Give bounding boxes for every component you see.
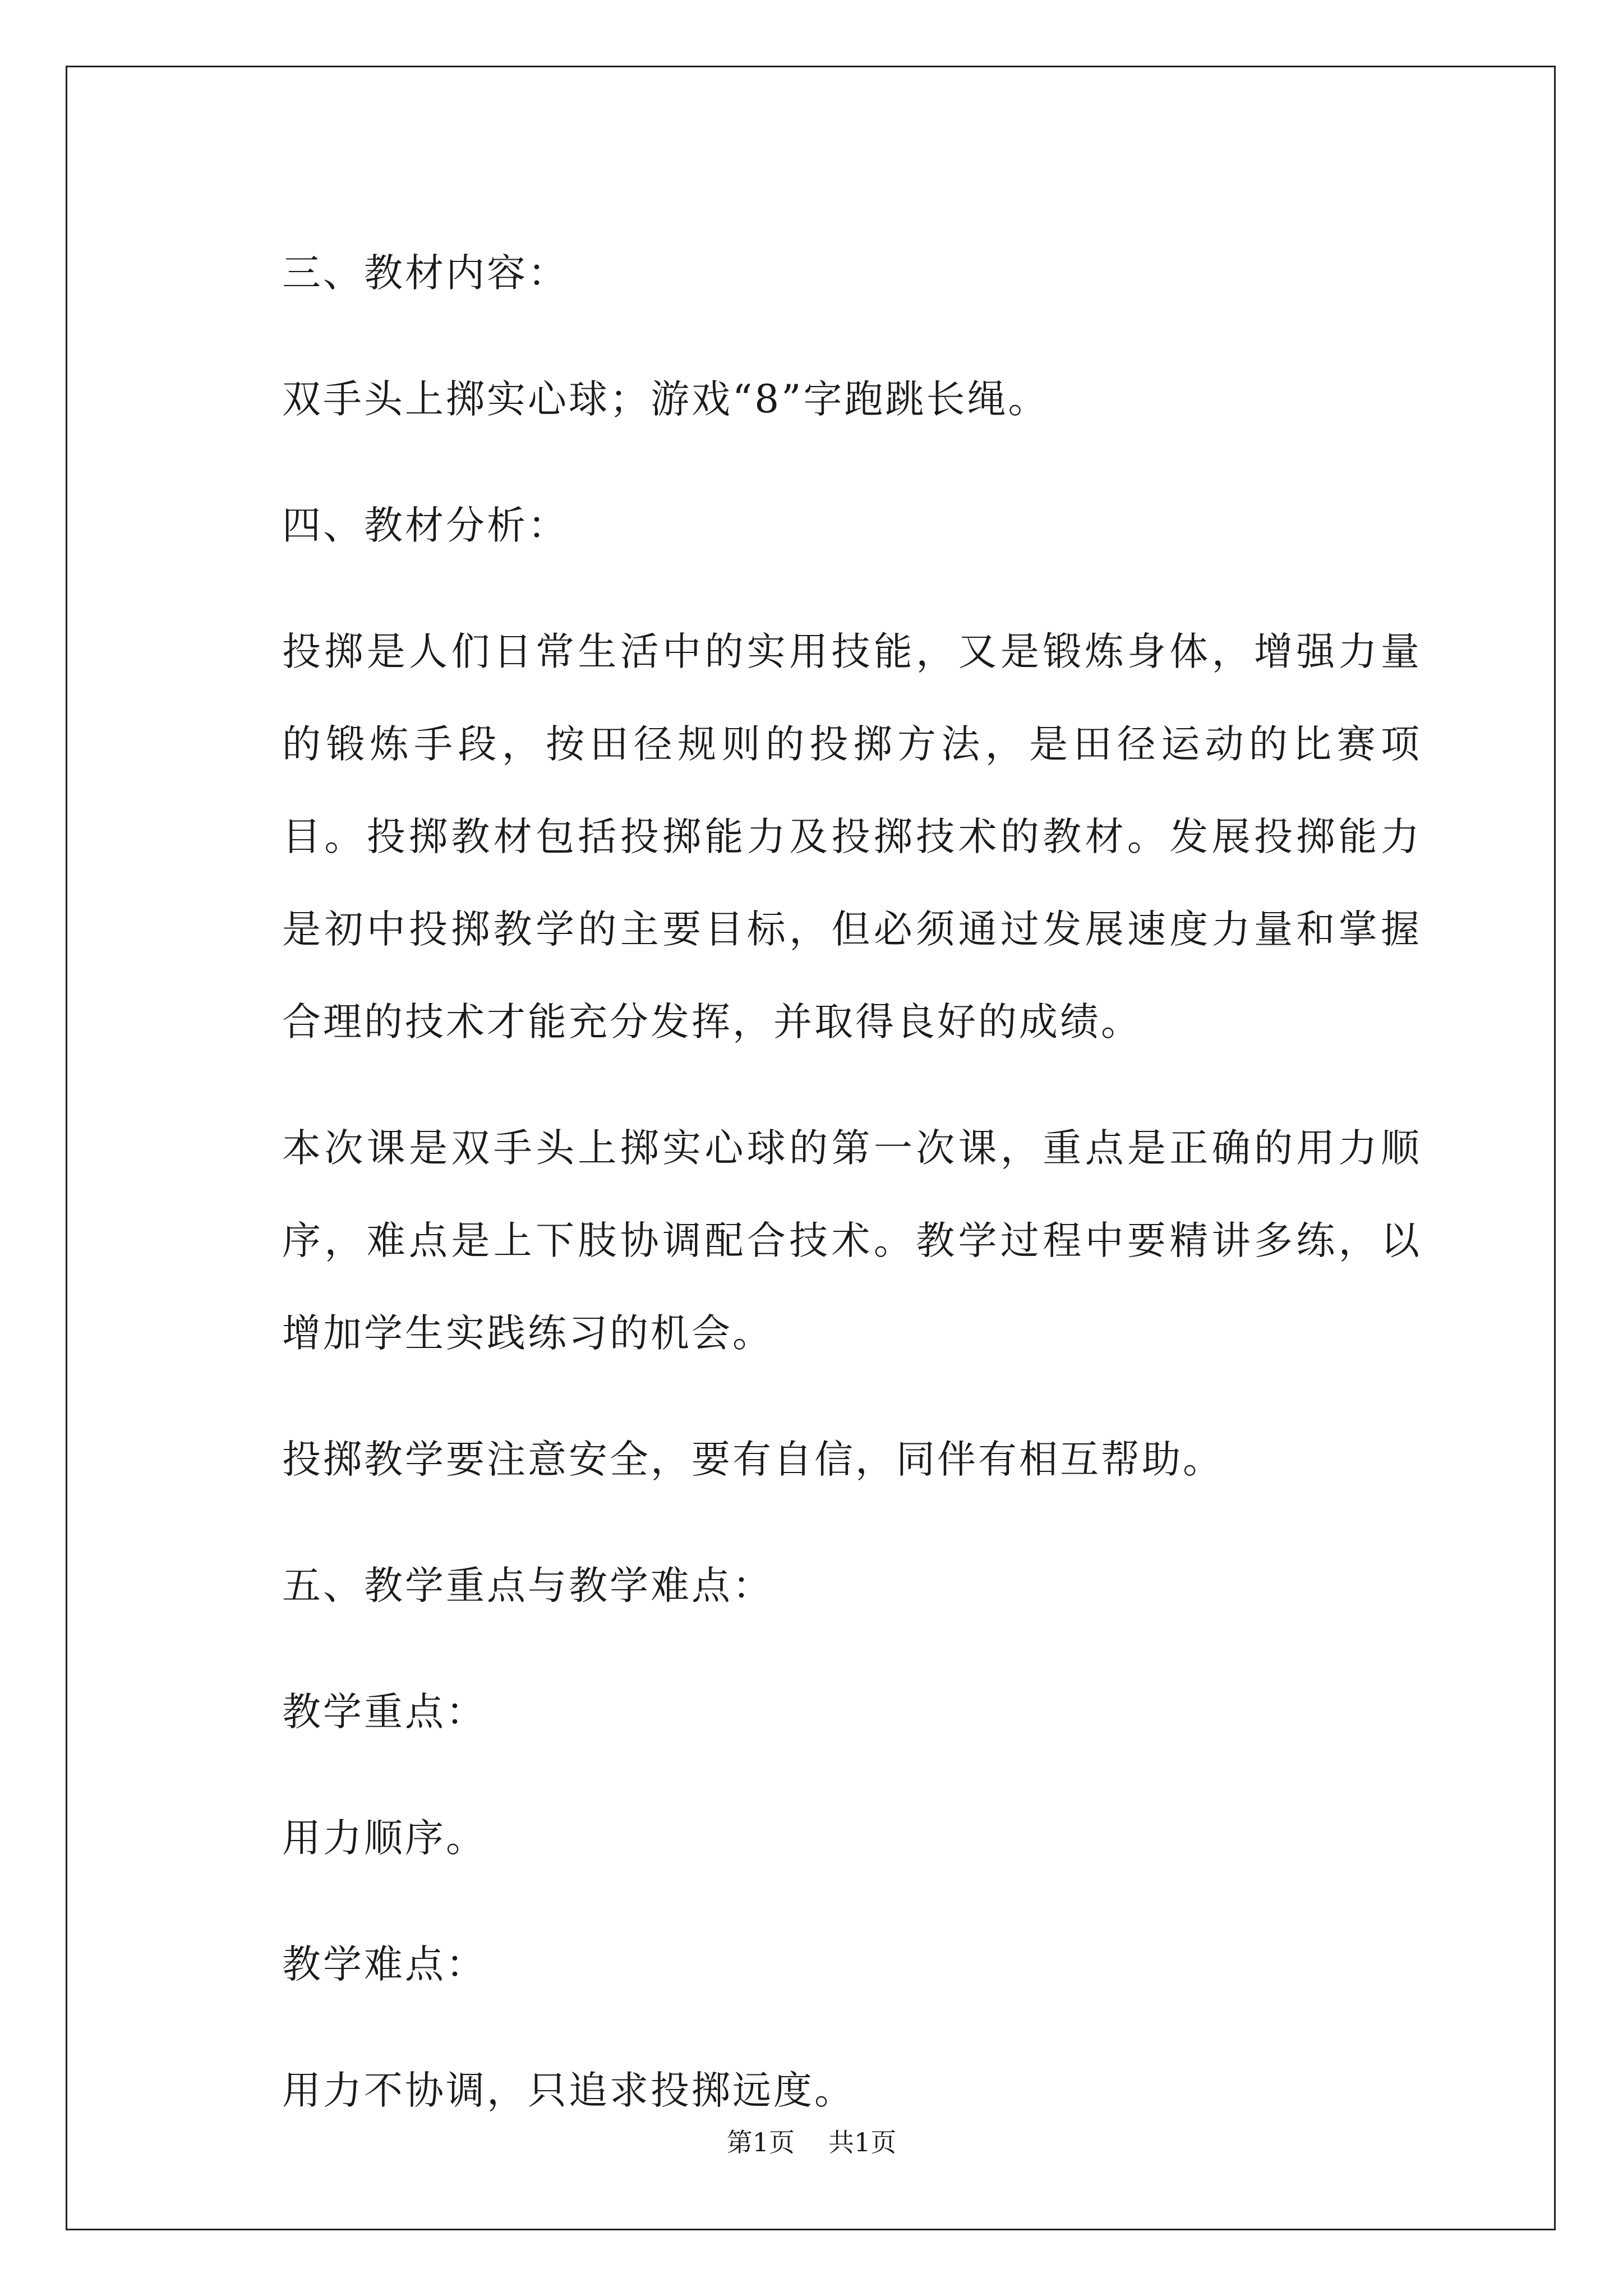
document-body <box>199 227 1422 2171</box>
section-heading-5: 五、教学重点与教学难点： <box>282 1563 773 1608</box>
section-heading-3: 三、教材内容： <box>282 251 569 296</box>
page-number-total: 共1页 <box>828 2127 897 2157</box>
page-footer <box>0 2128 1623 2156</box>
paragraph-difficulty: 用力不协调，只追求投掷远度。 <box>282 2068 855 2113</box>
subheading-key-point: 教学重点： <box>282 1690 487 1734</box>
paragraph-analysis-1: 投掷是人们日常生活中的实用技能，又是锻炼身体，增强力量的锻炼手段，按田径规则的投掷方法，是田径运动的比赛项目。投掷教材包括投掷能力及投掷技术的教材。发展投掷能力是初中投掷教学的主要目标，但必须通过发展速度力量和掌握合理的技术才能充分发挥，并取得良好的成绩。 <box>282 629 1422 1045</box>
paragraph-key-point: 用力顺序。 <box>282 1816 487 1861</box>
paragraph-content: 双手头上掷实心球；游戏“8”字跑跳长绳。 <box>282 377 1049 422</box>
subheading-difficulty: 教学难点： <box>282 1942 487 1987</box>
paragraph-analysis-3: 投掷教学要注意安全，要有自信，同伴有相互帮助。 <box>282 1437 1224 1482</box>
section-heading-4: 四、教材分析： <box>282 503 569 548</box>
paragraph-analysis-2: 本次课是双手头上掷实心球的第一次课，重点是正确的用力顺序，难点是上下肢协调配合技术。教学过程中要精讲多练，以增加学生实践练习的机会。 <box>282 1126 1422 1356</box>
page-number-current: 第1页 <box>726 2127 795 2157</box>
